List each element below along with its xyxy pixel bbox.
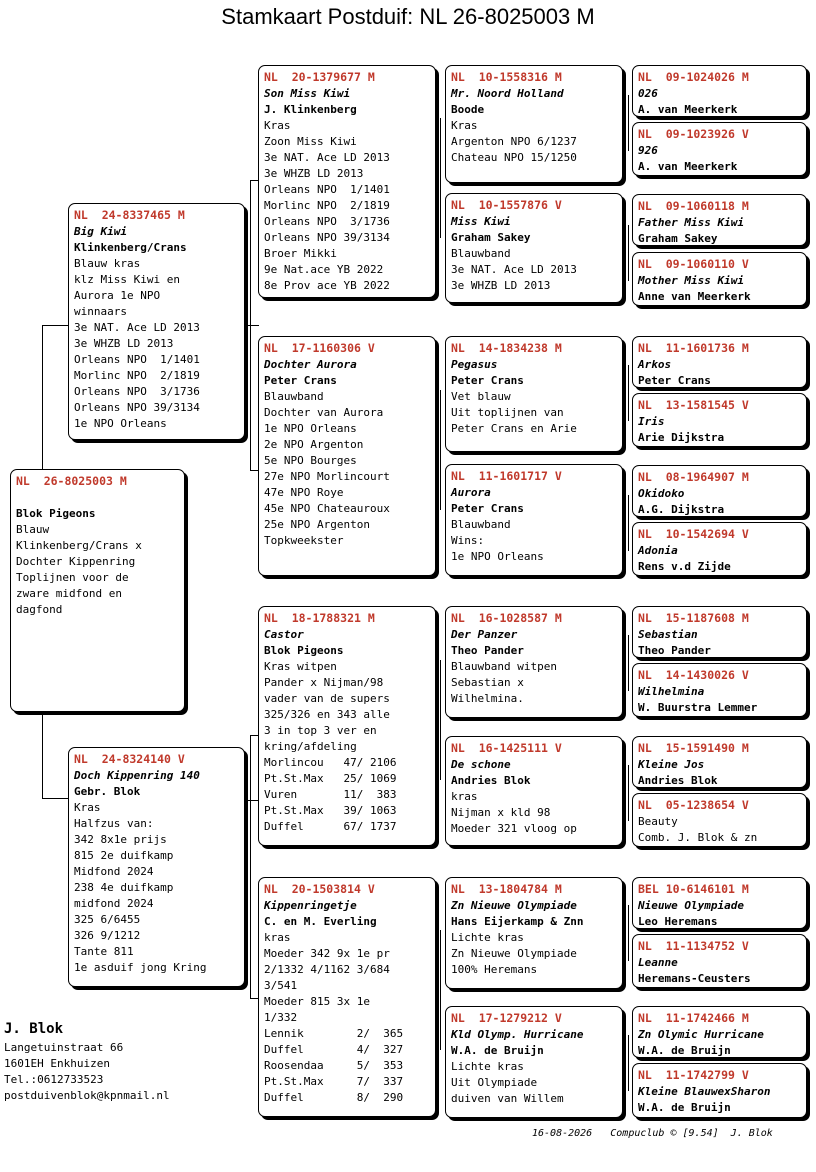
info-line: Peter Crans en Arie [451,422,577,435]
info-line: kras [451,790,478,803]
pigeon-card-g12 [632,793,807,847]
pigeon-name: Arkos [638,358,672,371]
pigeon-card-g5 [632,336,807,388]
ring-number: NL 11-1742466 M [638,1011,749,1025]
page-title: Stamkaart Postduif: NL 26-8025003 M [221,4,595,29]
info-line: 1e asduif jong Kring [74,961,207,974]
connector-line [440,118,441,238]
pigeon-name: 026 [638,87,658,100]
ring-number: NL 09-1060110 V [638,257,749,271]
info-line: 325/326 en 343 alle [264,708,390,721]
pigeon-name: Kleine BlauwexSharon [638,1085,771,1098]
info-line: Vuren 11/ 383 [264,788,397,801]
info-line: 1e NPO Orleans [74,417,167,430]
info-line: Argenton NPO 6/1237 [451,135,577,148]
info-line: Duffel 8/ 290 [264,1091,404,1104]
ring-number: NL 11-1134752 V [638,939,749,953]
pigeon-owner: Graham Sakey [451,231,531,244]
info-line: Moeder 342 9x 1e pr [264,947,390,960]
breeder-city: 1601EH Enkhuizen [4,1057,110,1070]
pigeon-owner: Peter Crans [451,502,524,515]
ring-number: NL 09-1060118 M [638,199,749,213]
info-line: Beauty [638,815,678,828]
pigeon-card-g2 [632,122,807,176]
pigeon-card-father-mother [258,336,436,576]
pigeon-owner: Klinkenberg/Crans [74,241,187,254]
pigeon-name: Der Panzer [451,628,518,641]
pigeon-card-g4 [632,252,807,306]
info-line: Nijman x kld 98 [451,806,551,819]
pigeon-name: Zn Olymic Hurricane [638,1028,764,1041]
info-line: Kras [451,119,478,132]
info-line: Vet blauw [451,390,511,403]
ring-number: NL 09-1024026 M [638,70,749,84]
ring-number: NL 16-1425111 V [451,741,562,755]
pigeon-name: Mother Miss Kiwi [638,274,744,287]
pigeon-card-fmf [445,336,623,452]
connector-line [42,712,43,798]
pigeon-name: Castor [264,628,304,641]
pigeon-name: Pegasus [451,358,498,371]
ring-number: NL 15-1591490 M [638,741,749,755]
info-line: Orleans NPO 3/1736 [264,215,390,228]
info-line: 47e NPO Roye [264,486,344,499]
ring-number: NL 05-1238654 V [638,798,749,812]
pigeon-name: De schone [451,758,511,771]
pigeon-card-g15 [632,1006,807,1058]
connector-line [628,1035,629,1091]
info-line: Pander x Nijman/98 [264,676,384,689]
ring-number: NL 24-8337465 M [74,208,185,222]
pigeon-name: Son Miss Kiwi [264,87,351,100]
info-line: 45e NPO Chateauroux [264,502,390,515]
info-line: Orleans NPO 39/3134 [264,231,390,244]
pigeon-card-mmf [445,877,623,989]
ring-number: NL 26-8025003 M [16,474,127,488]
pigeon-owner: Hans Eijerkamp & Znn [451,915,584,928]
info-line: 25e NPO Argenton [264,518,370,531]
pigeon-card-father [68,203,245,440]
info-line: Orleans NPO 3/1736 [74,385,200,398]
pigeon-name: Father Miss Kiwi [638,216,744,229]
pigeon-owner: W.A. de Bruijn [638,1101,731,1114]
pigeon-card-fff [445,65,623,183]
pigeon-name: Doch Kippenring 140 [74,769,200,782]
pigeon-owner: Peter Crans [638,374,711,387]
pigeon-card-subject [10,469,185,712]
pigeon-owner: Peter Crans [451,374,524,387]
ring-number: NL 08-1964907 M [638,470,749,484]
info-line: Sebastian x [451,676,524,689]
info-line: Lennik 2/ 365 [264,1027,404,1040]
pigeon-name: Aurora [451,486,491,499]
info-line: klz Miss Kiwi en [74,273,180,286]
pigeon-owner: W.A. de Bruijn [638,1044,731,1057]
info-line: 238 4e duifkamp [74,881,174,894]
info-line: Kras witpen [264,660,337,673]
pigeon-name: Kleine Jos [638,758,705,771]
connector-line [250,735,251,998]
connector-line [628,765,629,821]
info-line: Dochter Kippenring [16,555,136,568]
pigeon-owner: W. Buurstra Lemmer [638,701,758,714]
pigeon-card-g11 [632,736,807,788]
pigeon-card-g1 [632,65,807,117]
pigeon-name: 926 [638,144,658,157]
breeder-name: J. Blok [4,1021,64,1037]
pigeon-name: Dochter Aurora [264,358,357,371]
info-line: Midfond 2024 [74,865,154,878]
pigeon-owner: Theo Pander [451,644,524,657]
connector-line [628,95,629,151]
info-line: Morlinc NPO 2/1819 [74,369,200,382]
pigeon-owner: A.G. Dijkstra [638,503,725,516]
pigeon-card-g16 [632,1063,807,1118]
connector-line [628,495,629,551]
pigeon-card-g7 [632,465,807,517]
pigeon-owner: A. van Meerkerk [638,160,738,173]
info-line: Blauwband [451,247,511,260]
info-line: winnaars [74,305,127,318]
pigeon-owner: Blok Pigeons [264,644,344,657]
info-line: kring/afdeling [264,740,357,753]
connector-line [245,325,259,326]
pigeon-card-mother [68,747,245,987]
ring-number: NL 13-1804784 M [451,882,562,896]
info-line: 342 8x1e prijs [74,833,167,846]
info-line: 27e NPO Morlincourt [264,470,390,483]
connector-line [245,800,259,801]
pigeon-owner: Theo Pander [638,644,711,657]
ring-number: NL 11-1742799 V [638,1068,749,1082]
info-line: 3 in top 3 ver en [264,724,377,737]
ring-number: NL 10-1542694 V [638,527,749,541]
info-line: Blauwband witpen [451,660,557,673]
ring-number: NL 17-1279212 V [451,1011,562,1025]
connector-line [628,905,629,961]
info-line: 1e NPO Orleans [451,550,544,563]
pigeon-name: Miss Kiwi [451,215,511,228]
info-line: 3e WHZB LD 2013 [74,337,174,350]
info-line: Broer Mikki [264,247,337,260]
pigeon-name: Kld Olymp. Hurricane [451,1028,584,1041]
info-line: 100% Heremans [451,963,538,976]
connector-line [628,225,629,281]
connector-line [440,390,441,510]
footer: 16-08-2026 Compuclub © [9.54] J. Blok [532,1128,773,1139]
info-line: 3e WHZB LD 2013 [451,279,551,292]
info-line: Duffel 67/ 1737 [264,820,397,833]
pigeon-name: Leanne [638,956,678,969]
info-line: vader van de supers [264,692,390,705]
info-line: 5e NPO Bourges [264,454,357,467]
pigeon-owner: A. van Meerkerk [638,103,738,116]
info-line: Pt.St.Max 7/ 337 [264,1075,404,1088]
pigeon-owner: Blok Pigeons [16,507,96,520]
pigeon-name: Sebastian [638,628,698,641]
pigeon-name: Big Kiwi [74,225,127,238]
ring-number: NL 16-1028587 M [451,611,562,625]
ring-number: NL 14-1430026 V [638,668,749,682]
info-line: Blauwband [451,518,511,531]
pigeon-card-fmm [445,464,623,576]
pigeon-owner: W.A. de Bruijn [451,1044,544,1057]
pigeon-name: Mr. Noord Holland [451,87,564,100]
ring-number: NL 14-1834238 M [451,341,562,355]
ring-number: BEL 10-6146101 M [638,882,749,896]
pigeon-card-mff [445,606,623,718]
info-line: 815 2e duifkamp [74,849,174,862]
info-line: Orleans NPO 1/1401 [264,183,390,196]
info-line: Klinkenberg/Crans x [16,539,142,552]
breeder-info [4,1018,170,1104]
pigeon-owner: Gebr. Blok [74,785,141,798]
ring-number: NL 20-1379677 M [264,70,375,84]
ring-number: NL 10-1557876 V [451,198,562,212]
pigeon-owner: Andries Blok [451,774,531,787]
info-line: Lichte kras [451,1060,524,1073]
info-line: 3e WHZB LD 2013 [264,167,364,180]
pigeon-card-father-father [258,65,436,298]
pigeon-owner: Arie Dijkstra [638,431,725,444]
pigeon-owner: Heremans-Ceusters [638,972,751,985]
info-line: Zoon Miss Kiwi [264,135,357,148]
pigeon-card-ffm [445,193,623,303]
info-line: 3e NAT. Ace LD 2013 [74,321,200,334]
pigeon-name: Okidoko [638,487,685,500]
info-line: Dochter van Aurora [264,406,384,419]
info-line: Kras [264,119,291,132]
pigeon-card-mfm [445,736,623,846]
ring-number: NL 15-1187608 M [638,611,749,625]
pigeon-name: Iris [638,415,665,428]
breeder-street: Langetuinstraat 66 [4,1041,124,1054]
info-line: 1e NPO Orleans [264,422,357,435]
info-line: Wins: [451,534,485,547]
ring-number: NL 09-1023926 V [638,127,749,141]
info-line: 2e NPO Argenton [264,438,364,451]
info-line: duiven van Willem [451,1092,564,1105]
info-line: zware midfond en [16,587,122,600]
connector-line [440,930,441,1050]
info-line: dagfond [16,603,63,616]
info-line: Tante 811 [74,945,134,958]
ring-number: NL 17-1160306 V [264,341,375,355]
info-line: 3e NAT. Ace LD 2013 [451,263,577,276]
pigeon-card-g8 [632,522,807,576]
pigeon-owner: Andries Blok [638,774,718,787]
info-line: Topkweekster [264,534,344,547]
info-line: Moeder 321 vloog op [451,822,577,835]
pigeon-card-g13 [632,877,807,929]
info-line: Chateau NPO 15/1250 [451,151,577,164]
pigeon-card-mmm [445,1006,623,1118]
info-line: Comb. J. Blok & zn [638,831,758,844]
pigeon-card-g10 [632,663,807,717]
info-line: Aurora 1e NPO [74,289,161,302]
pigeon-owner: Boode [451,103,485,116]
info-line: Pt.St.Max 39/ 1063 [264,804,397,817]
ring-number: NL 10-1558316 M [451,70,562,84]
info-line: Orleans NPO 1/1401 [74,353,200,366]
pigeon-owner: C. en M. Everling [264,915,377,928]
ring-number: NL 24-8324140 V [74,752,185,766]
info-line: Wilhelmina. [451,692,524,705]
info-line: Pt.St.Max 25/ 1069 [264,772,397,785]
info-line: Kras [74,801,101,814]
ring-number: NL 20-1503814 V [264,882,375,896]
pigeon-name: Adonia [638,544,678,557]
pigeon-owner: Rens v.d Zijde [638,560,731,573]
connector-line [628,635,629,691]
info-line: 8e Prov ace YB 2022 [264,279,390,292]
pigeon-name: Zn Nieuwe Olympiade [451,899,577,912]
connector-line [42,325,43,469]
info-line: Blauw kras [74,257,141,270]
info-line: Toplijnen voor de [16,571,129,584]
pigeon-owner: Anne van Meerkerk [638,290,751,303]
pigeon-owner: J. Klinkenberg [264,103,357,116]
info-line: Morlinc NPO 2/1819 [264,199,390,212]
ring-number: NL 11-1601717 V [451,469,562,483]
pigeon-card-g3 [632,194,807,246]
info-line: Duffel 4/ 327 [264,1043,404,1056]
info-line: Roosendaa 5/ 353 [264,1059,404,1072]
info-line: 326 9/1212 [74,929,141,942]
info-line: 3/541 [264,979,298,992]
pigeon-owner: Leo Heremans [638,915,718,928]
pigeon-card-g14 [632,934,807,988]
pigeon-owner: Graham Sakey [638,232,718,245]
info-line: 2/1332 4/1162 3/684 [264,963,390,976]
pigeon-name: Kippenringetje [264,899,357,912]
info-line: Halfzus van: [74,817,154,830]
info-line: 9e Nat.ace YB 2022 [264,263,384,276]
pigeon-card-mother-father [258,606,436,846]
info-line: midfond 2024 [74,897,154,910]
info-line: Uit Olympiade [451,1076,538,1089]
connector-line [250,180,251,470]
info-line: Blauw [16,523,50,536]
connector-line [440,660,441,780]
info-line: Blauwband [264,390,324,403]
pigeon-card-g6 [632,393,807,447]
info-line: kras [264,931,291,944]
info-line: Lichte kras [451,931,524,944]
pigeon-name: Nieuwe Olympiade [638,899,744,912]
info-line: Morlincou 47/ 2106 [264,756,397,769]
blank-line [16,490,179,506]
info-line: Zn Nieuwe Olympiade [451,947,577,960]
info-line: Moeder 815 3x 1e [264,995,370,1008]
pigeon-card-g9 [632,606,807,658]
pigeon-name: Wilhelmina [638,685,705,698]
info-line: 1/332 [264,1011,298,1024]
info-line: 3e NAT. Ace LD 2013 [264,151,390,164]
pigeon-owner: Peter Crans [264,374,337,387]
info-line: Orleans NPO 39/3134 [74,401,200,414]
ring-number: NL 18-1788321 M [264,611,375,625]
ring-number: NL 11-1601736 M [638,341,749,355]
pigeon-card-mother-mother [258,877,436,1117]
connector-line [628,365,629,421]
breeder-email: postduivenblok@kpnmail.nl [4,1089,170,1102]
ring-number: NL 13-1581545 V [638,398,749,412]
breeder-phone: Tel.:0612733523 [4,1073,104,1086]
info-line: Uit toplijnen van [451,406,564,419]
info-line: 325 6/6455 [74,913,141,926]
